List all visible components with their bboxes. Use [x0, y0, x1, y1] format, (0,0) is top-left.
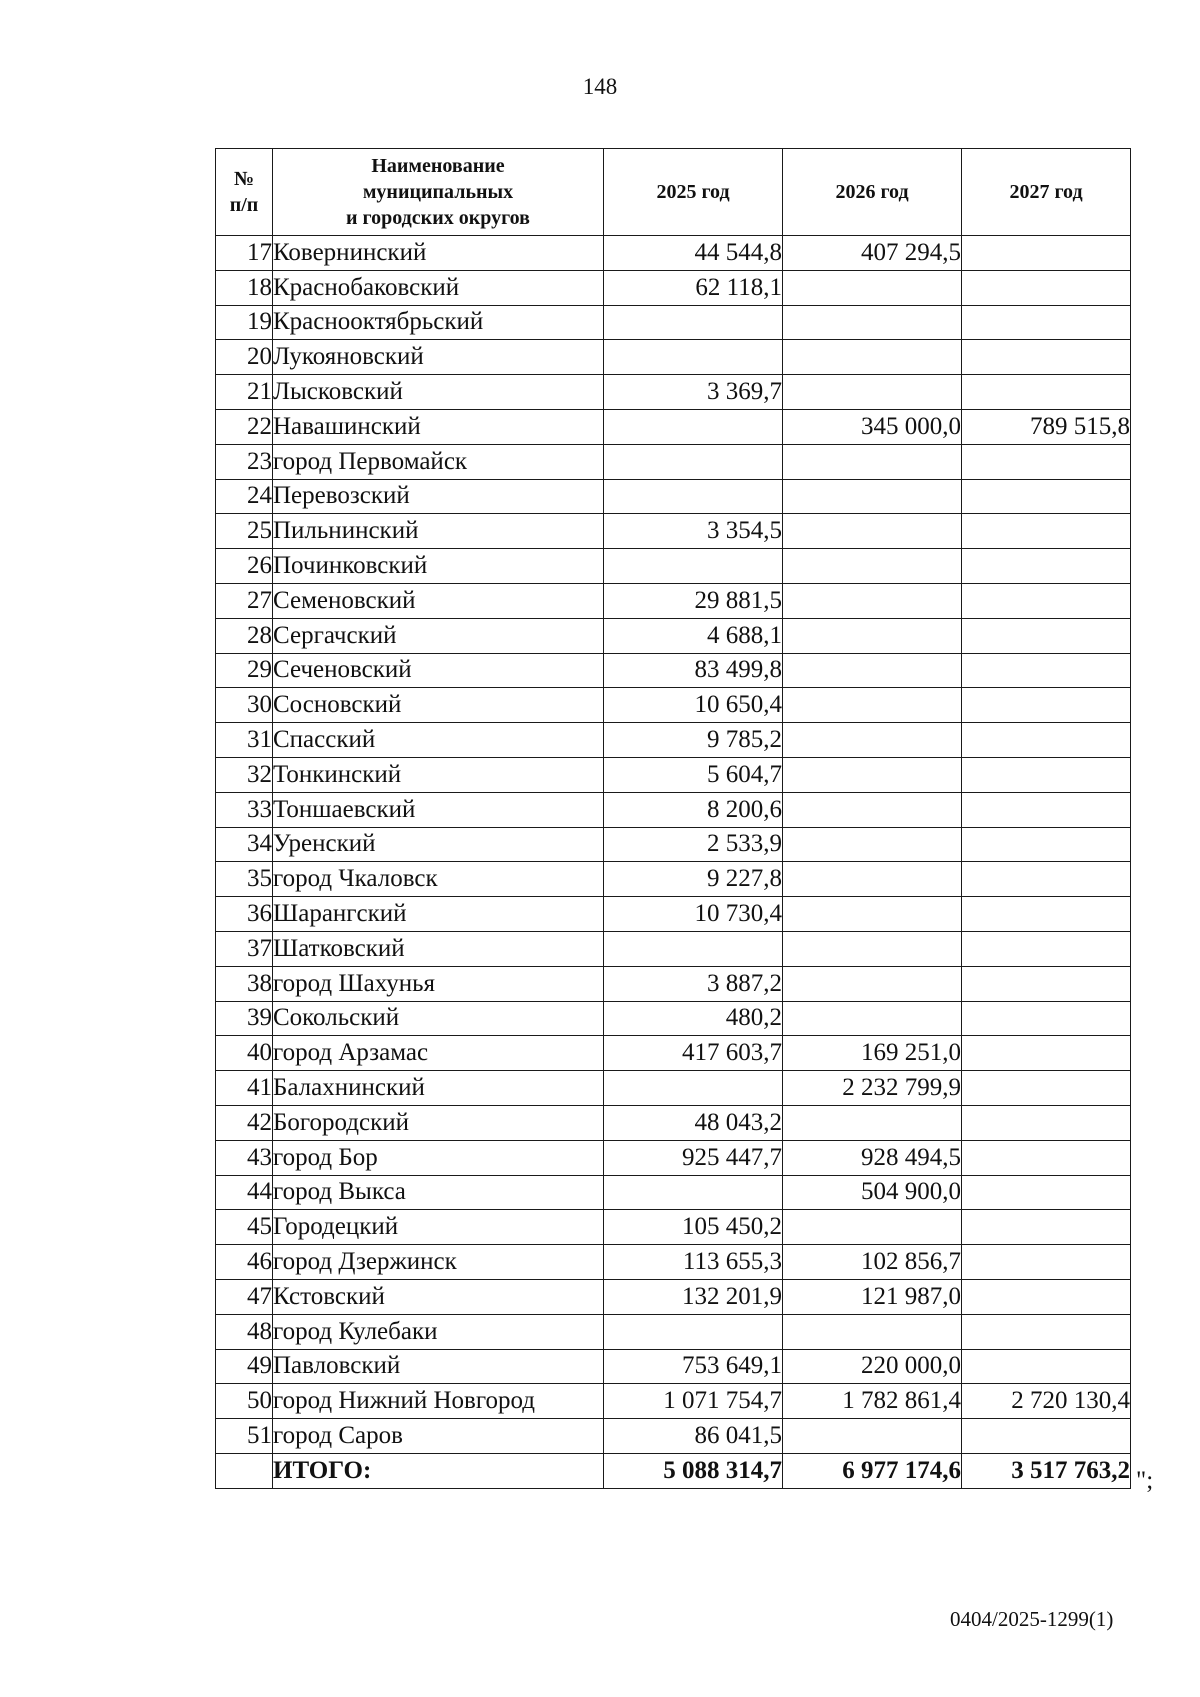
value-2026: 504 900,0	[783, 1175, 962, 1210]
value-2027	[962, 514, 1131, 549]
value-2026	[783, 375, 962, 410]
district-name: Спасский	[273, 723, 604, 758]
table-row	[216, 270, 1131, 305]
district-name: Кстовский	[273, 1279, 604, 1314]
value-2026: 121 987,0	[783, 1279, 962, 1314]
value-2027	[962, 966, 1131, 1001]
value-2025: 753 649,1	[604, 1349, 783, 1384]
value-2025: 4 688,1	[604, 618, 783, 653]
value-2027	[962, 375, 1131, 410]
table-header	[216, 149, 1131, 236]
value-2026	[783, 444, 962, 479]
value-2027: 2 720 130,4	[962, 1384, 1131, 1419]
value-2026: 2 232 799,9	[783, 1071, 962, 1106]
value-2027	[962, 236, 1131, 271]
table-row	[216, 1384, 1131, 1419]
value-2026: 220 000,0	[783, 1349, 962, 1384]
value-2025: 9 227,8	[604, 862, 783, 897]
value-2026	[783, 1105, 962, 1140]
row-number: 21	[216, 375, 273, 410]
table-row	[216, 236, 1131, 271]
table-row	[216, 1245, 1131, 1280]
table-row	[216, 827, 1131, 862]
row-number: 29	[216, 653, 273, 688]
header-number	[216, 149, 273, 236]
value-2026	[783, 897, 962, 932]
value-2026	[783, 549, 962, 584]
value-2025: 48 043,2	[604, 1105, 783, 1140]
value-2025	[604, 931, 783, 966]
value-2026	[783, 1001, 962, 1036]
district-name: город Первомайск	[273, 444, 604, 479]
row-number: 18	[216, 270, 273, 305]
value-2025: 113 655,3	[604, 1245, 783, 1280]
value-2026	[783, 1419, 962, 1454]
table-total	[216, 1453, 1131, 1488]
value-2027	[962, 897, 1131, 932]
table-row	[216, 757, 1131, 792]
page-number: 148	[582, 74, 618, 99]
value-2027	[962, 1105, 1131, 1140]
row-number: 32	[216, 757, 273, 792]
value-2025	[604, 479, 783, 514]
district-name: город Кулебаки	[273, 1314, 604, 1349]
value-2027	[962, 270, 1131, 305]
table-row	[216, 305, 1131, 340]
value-2027	[962, 1036, 1131, 1071]
value-2026	[783, 723, 962, 758]
district-name: Починковский	[273, 549, 604, 584]
value-2026	[783, 479, 962, 514]
value-2025: 417 603,7	[604, 1036, 783, 1071]
value-2025: 3 887,2	[604, 966, 783, 1001]
document-code: 0404/2025-1299(1)	[950, 1607, 1114, 1631]
district-name: Краснобаковский	[273, 270, 604, 305]
total-number-cell	[216, 1453, 273, 1488]
value-2027	[962, 1419, 1131, 1454]
row-number: 38	[216, 966, 273, 1001]
value-2025: 1 071 754,7	[604, 1384, 783, 1419]
value-2027	[962, 931, 1131, 966]
header-name	[273, 149, 604, 236]
district-name: Пильнинский	[273, 514, 604, 549]
row-number: 33	[216, 792, 273, 827]
value-2025: 480,2	[604, 1001, 783, 1036]
header-name-line-3: и городских округов	[346, 207, 530, 229]
value-2025: 9 785,2	[604, 723, 783, 758]
district-name: Лысковский	[273, 375, 604, 410]
value-2026	[783, 757, 962, 792]
district-name: город Бор	[273, 1140, 604, 1175]
row-number: 44	[216, 1175, 273, 1210]
value-2026	[783, 340, 962, 375]
district-name: город Чкаловск	[273, 862, 604, 897]
value-2026: 102 856,7	[783, 1245, 962, 1280]
row-number: 47	[216, 1279, 273, 1314]
table-row	[216, 583, 1131, 618]
budget-table	[215, 148, 1131, 1489]
value-2025: 105 450,2	[604, 1210, 783, 1245]
value-2026	[783, 1314, 962, 1349]
value-2026: 928 494,5	[783, 1140, 962, 1175]
value-2025: 5 604,7	[604, 757, 783, 792]
value-2025: 925 447,7	[604, 1140, 783, 1175]
row-number: 30	[216, 688, 273, 723]
value-2027	[962, 1210, 1131, 1245]
row-number: 17	[216, 236, 273, 271]
row-number: 45	[216, 1210, 273, 1245]
table-row	[216, 688, 1131, 723]
district-name: Сеченовский	[273, 653, 604, 688]
district-name: Тоншаевский	[273, 792, 604, 827]
district-name: Семеновский	[273, 583, 604, 618]
value-2025	[604, 1071, 783, 1106]
row-number: 50	[216, 1384, 273, 1419]
value-2026: 1 782 861,4	[783, 1384, 962, 1419]
table-row	[216, 723, 1131, 758]
row-number: 26	[216, 549, 273, 584]
value-2027	[962, 827, 1131, 862]
district-name: Городецкий	[273, 1210, 604, 1245]
value-2025: 62 118,1	[604, 270, 783, 305]
value-2027	[962, 723, 1131, 758]
row-number: 42	[216, 1105, 273, 1140]
total-2027: 3 517 763,2	[962, 1453, 1131, 1488]
value-2026	[783, 653, 962, 688]
table-row	[216, 1036, 1131, 1071]
value-2025	[604, 305, 783, 340]
value-2026	[783, 931, 962, 966]
value-2025: 44 544,8	[604, 236, 783, 271]
table-row	[216, 1071, 1131, 1106]
value-2025	[604, 409, 783, 444]
value-2025	[604, 340, 783, 375]
value-2026	[783, 270, 962, 305]
table-row	[216, 792, 1131, 827]
row-number: 48	[216, 1314, 273, 1349]
row-number: 37	[216, 931, 273, 966]
value-2027	[962, 479, 1131, 514]
value-2026: 169 251,0	[783, 1036, 962, 1071]
district-name: Ковернинский	[273, 236, 604, 271]
row-number: 22	[216, 409, 273, 444]
table-row	[216, 1105, 1131, 1140]
table-row	[216, 1314, 1131, 1349]
row-number: 51	[216, 1419, 273, 1454]
table-row	[216, 931, 1131, 966]
value-2025: 8 200,6	[604, 792, 783, 827]
table-row	[216, 1210, 1131, 1245]
total-2025: 5 088 314,7	[604, 1453, 783, 1488]
value-2025: 3 354,5	[604, 514, 783, 549]
value-2027	[962, 1071, 1131, 1106]
district-name: Богородский	[273, 1105, 604, 1140]
value-2025: 86 041,5	[604, 1419, 783, 1454]
district-name: город Арзамас	[273, 1036, 604, 1071]
district-name: Перевозский	[273, 479, 604, 514]
row-number: 39	[216, 1001, 273, 1036]
district-name: Уренский	[273, 827, 604, 862]
value-2025: 132 201,9	[604, 1279, 783, 1314]
district-name: Балахнинский	[273, 1071, 604, 1106]
value-2026	[783, 688, 962, 723]
value-2026	[783, 305, 962, 340]
value-2026	[783, 862, 962, 897]
district-name: Сосновский	[273, 688, 604, 723]
header-name-line-2: муниципальных	[362, 181, 514, 203]
value-2027	[962, 305, 1131, 340]
district-name: Павловский	[273, 1349, 604, 1384]
value-2025: 10 650,4	[604, 688, 783, 723]
value-2026	[783, 792, 962, 827]
table-row	[216, 653, 1131, 688]
value-2027	[962, 653, 1131, 688]
value-2026	[783, 1210, 962, 1245]
district-name: Сергачский	[273, 618, 604, 653]
value-2026: 407 294,5	[783, 236, 962, 271]
value-2027	[962, 618, 1131, 653]
value-2027	[962, 1349, 1131, 1384]
value-2027	[962, 792, 1131, 827]
value-2025: 10 730,4	[604, 897, 783, 932]
value-2026	[783, 618, 962, 653]
row-number: 35	[216, 862, 273, 897]
value-2027	[962, 583, 1131, 618]
total-2026: 6 977 174,6	[783, 1453, 962, 1488]
value-2025: 29 881,5	[604, 583, 783, 618]
value-2027	[962, 1175, 1131, 1210]
district-name: город Саров	[273, 1419, 604, 1454]
value-2027: 789 515,8	[962, 409, 1131, 444]
row-number: 24	[216, 479, 273, 514]
header-name-line-1: Наименование	[371, 155, 505, 177]
table-row	[216, 1175, 1131, 1210]
value-2025: 3 369,7	[604, 375, 783, 410]
district-name: город Выкса	[273, 1175, 604, 1210]
value-2027	[962, 688, 1131, 723]
header-number-line-1: №	[233, 168, 255, 190]
header-2026: 2026 год	[783, 149, 962, 236]
row-number: 40	[216, 1036, 273, 1071]
value-2025: 83 499,8	[604, 653, 783, 688]
row-number: 46	[216, 1245, 273, 1280]
value-2027	[962, 549, 1131, 584]
header-number-line-2: п/п	[229, 194, 259, 216]
header-2027: 2027 год	[962, 149, 1131, 236]
table-row	[216, 1279, 1131, 1314]
district-name: город Шахунья	[273, 966, 604, 1001]
value-2026: 345 000,0	[783, 409, 962, 444]
table-row	[216, 514, 1131, 549]
row-number: 31	[216, 723, 273, 758]
row-number: 41	[216, 1071, 273, 1106]
row-number: 23	[216, 444, 273, 479]
row-number: 25	[216, 514, 273, 549]
value-2027	[962, 1140, 1131, 1175]
district-name: город Нижний Новгород	[273, 1384, 604, 1419]
value-2027	[962, 757, 1131, 792]
value-2027	[962, 340, 1131, 375]
total-row	[216, 1453, 1131, 1488]
row-number: 19	[216, 305, 273, 340]
value-2026	[783, 583, 962, 618]
value-2026	[783, 966, 962, 1001]
table-row	[216, 340, 1131, 375]
value-2025	[604, 549, 783, 584]
table-row	[216, 618, 1131, 653]
value-2026	[783, 827, 962, 862]
table-row	[216, 862, 1131, 897]
row-number: 49	[216, 1349, 273, 1384]
value-2026	[783, 514, 962, 549]
district-name: Лукояновский	[273, 340, 604, 375]
header-2025: 2025 год	[604, 149, 783, 236]
table-row	[216, 375, 1131, 410]
row-number: 34	[216, 827, 273, 862]
table-row	[216, 897, 1131, 932]
value-2027	[962, 1279, 1131, 1314]
table-row	[216, 1140, 1131, 1175]
table-body	[216, 236, 1131, 1454]
closing-quote-mark: ";	[1136, 1467, 1154, 1494]
district-name: Тонкинский	[273, 757, 604, 792]
value-2025	[604, 1314, 783, 1349]
district-name: Шатковский	[273, 931, 604, 966]
row-number: 20	[216, 340, 273, 375]
value-2027	[962, 1245, 1131, 1280]
table-row	[216, 409, 1131, 444]
total-label: ИТОГО:	[273, 1453, 604, 1488]
table-row	[216, 479, 1131, 514]
table-row	[216, 1419, 1131, 1454]
table-row	[216, 1349, 1131, 1384]
row-number: 43	[216, 1140, 273, 1175]
value-2025: 2 533,9	[604, 827, 783, 862]
district-name: Навашинский	[273, 409, 604, 444]
value-2027	[962, 1314, 1131, 1349]
row-number: 36	[216, 897, 273, 932]
value-2027	[962, 1001, 1131, 1036]
district-name: Шарангский	[273, 897, 604, 932]
table-row	[216, 1001, 1131, 1036]
value-2027	[962, 444, 1131, 479]
district-name: город Дзержинск	[273, 1245, 604, 1280]
row-number: 27	[216, 583, 273, 618]
value-2025	[604, 1175, 783, 1210]
district-name: Сокольский	[273, 1001, 604, 1036]
row-number: 28	[216, 618, 273, 653]
table-row	[216, 444, 1131, 479]
value-2025	[604, 444, 783, 479]
district-name: Краснооктябрьский	[273, 305, 604, 340]
value-2027	[962, 862, 1131, 897]
table-row	[216, 549, 1131, 584]
table-row	[216, 966, 1131, 1001]
